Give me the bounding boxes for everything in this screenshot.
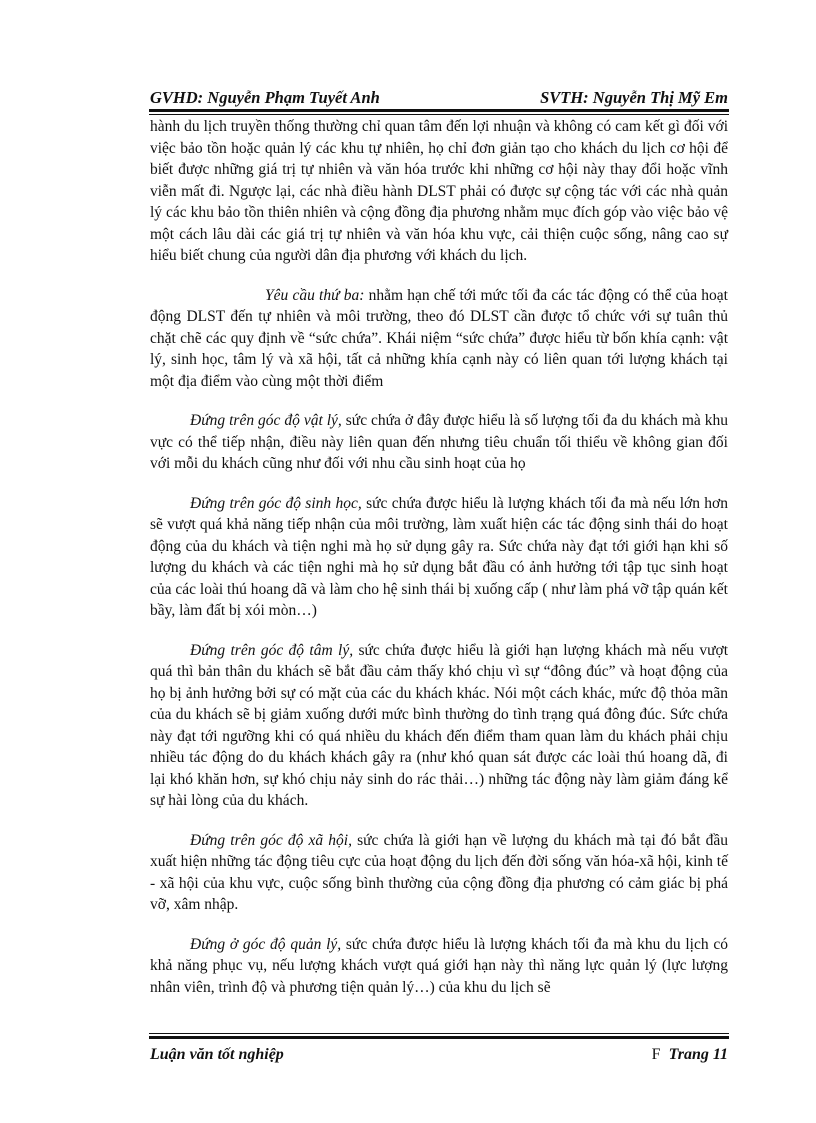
header-rule-thin <box>149 114 729 115</box>
footer-rule-thick <box>149 1036 729 1039</box>
footer-mark: F <box>651 1046 661 1063</box>
paragraph-psychological <box>150 640 728 812</box>
advisor-name: GVHD: Nguyễn Phạm Tuyết Anh <box>150 88 380 107</box>
paragraph-lead: Đứng trên góc độ xã hội, <box>190 831 352 849</box>
paragraph-requirement-three <box>150 285 728 393</box>
paragraph-text: sức chứa được hiểu là lượng khách tối đa mà nếu lớn hơn sẽ vượt quá khả năng tiếp nhận của môi trường, làm xuất hiện các tác động sinh thái do hoạt động của du khách và tiện nghi mà họ sử dụng gây ra. Sức chứa này đạt tới giới hạn khi số lượng du khách và các tiện nghi mà họ sử dụng bắt đầu có ảnh hưởng tới tập tục sinh hoạt của các loài thú hoang dã và làm cho hệ sinh thái bị xuống cấp ( như làm phá vỡ tập quán kết bầy, làm đất bị xói mòn…) <box>150 494 728 619</box>
paragraph-biological <box>150 493 728 622</box>
paragraph-physical <box>150 410 728 475</box>
page-footer <box>150 1046 728 1064</box>
page-header <box>150 88 728 108</box>
paragraph-continued <box>150 116 728 267</box>
paragraph-social <box>150 830 728 916</box>
paragraph-text: sức chứa là giới hạn về lượng du khách mà tại đó bắt đầu xuất hiện những tác động tiêu cực của hoạt động du lịch đến đời sống văn hóa-xã hội, kinh tế - xã hội của khu vực, cuộc sống bình thường của cộng đồng địa phương có cảm giác bị phá vỡ, xâm nhập. <box>150 831 728 913</box>
paragraph-text: nhằm hạn chế tới mức tối đa các tác động có thể của hoạt động DLST đến tự nhiên và môi trường, theo đó DLST cần được tổ chức với sự tuân thủ chặt chẽ các quy định về “sức chứa”. Khái niệm “sức chứa” được hiểu từ bốn khía cạnh: vật lý, sinh học, tâm lý và xã hội, tất cả những khía cạnh này có liên quan tới lượng khách tại một địa điểm vào cùng một thời điểm <box>150 286 728 390</box>
page-number-label: Trang 11 <box>668 1046 728 1063</box>
footer-rule-thin <box>149 1033 729 1034</box>
thesis-label: Luận văn tốt nghiệp <box>150 1046 284 1063</box>
paragraph-text: hành du lịch truyền thống thường chỉ quan tâm đến lợi nhuận và không có cam kết gì đối với việc bảo tồn hoặc quản lý các khu tự nhiên, họ chỉ đơn giản tạo cho khách du lịch cơ hội để biết được những giá trị tự nhiên và văn hóa trước khi những cơ hội này thay đổi hoặc vĩnh viễn mất đi. Ngược lại, các nhà điều hành DLST phải có được sự cộng tác với các nhà quản lý các khu bảo tồn thiên nhiên và cộng đồng địa phương nhằm mục đích góp vào việc bảo vệ một cách lâu dài các giá trị tự nhiên và văn hóa khu vực, cải thiện cuộc sống, nâng cao sự hiểu biết chung của người dân địa phương với khách du lịch. <box>150 118 728 264</box>
body-text <box>150 116 728 1016</box>
paragraph-management <box>150 934 728 999</box>
paragraph-lead: Đứng trên góc độ sinh học, <box>190 494 362 512</box>
paragraph-text: sức chứa được hiểu là giới hạn lượng khách mà nếu vượt quá thì bản thân du khách sẽ bắt đầu cảm thấy khó chịu vì sự “đông đúc” và hoạt động của họ bị ảnh hưởng bởi sự có mặt của các du khách khác. Nói một cách khác, mức độ thỏa mãn của du khách sẽ bị giảm xuống dưới mức bình thường do tình trạng quá đông đúc. Sức chứa này đạt tới ngưỡng khi có quá nhiều du khách đến điểm tham quan làm du khách phải chịu nhiều tác động do du khách khách gây ra (như khó quan sát được các loài thú hoang dã, đi lại khó khăn hơn, sự khó chịu nảy sinh do rác thải…) những tác động này làm giảm đáng kể sự hài lòng của du khách. <box>150 641 728 809</box>
paragraph-text: sức chứa ở đây được hiểu là số lượng tối đa du khách mà khu vực có thể tiếp nhận, điều này liên quan đến nhưng tiêu chuẩn tối thiểu về không gian đối với mỗi du khách cũng như đối với nhu cầu sinh hoạt của họ <box>150 412 728 472</box>
paragraph-lead: Yêu cầu thứ ba: <box>265 286 365 304</box>
paragraph-lead: Đứng trên góc độ vật lý, <box>190 412 342 429</box>
paragraph-lead: Đứng ở góc độ quản lý, <box>190 935 342 953</box>
page-number <box>652 1046 728 1064</box>
header-rule-thick <box>149 109 729 112</box>
student-name: SVTH: Nguyễn Thị Mỹ Em <box>540 88 728 107</box>
paragraph-text: sức chứa được hiểu là lượng khách tối đa mà khu du lịch có khả năng phục vụ, nếu lượng khách vượt quá giới hạn này thì năng lực quản lý (lực lượng nhân viên, trình độ và phương tiện quản lý…) của khu du lịch sẽ <box>150 935 728 996</box>
paragraph-lead: Đứng trên góc độ tâm lý, <box>190 641 354 659</box>
